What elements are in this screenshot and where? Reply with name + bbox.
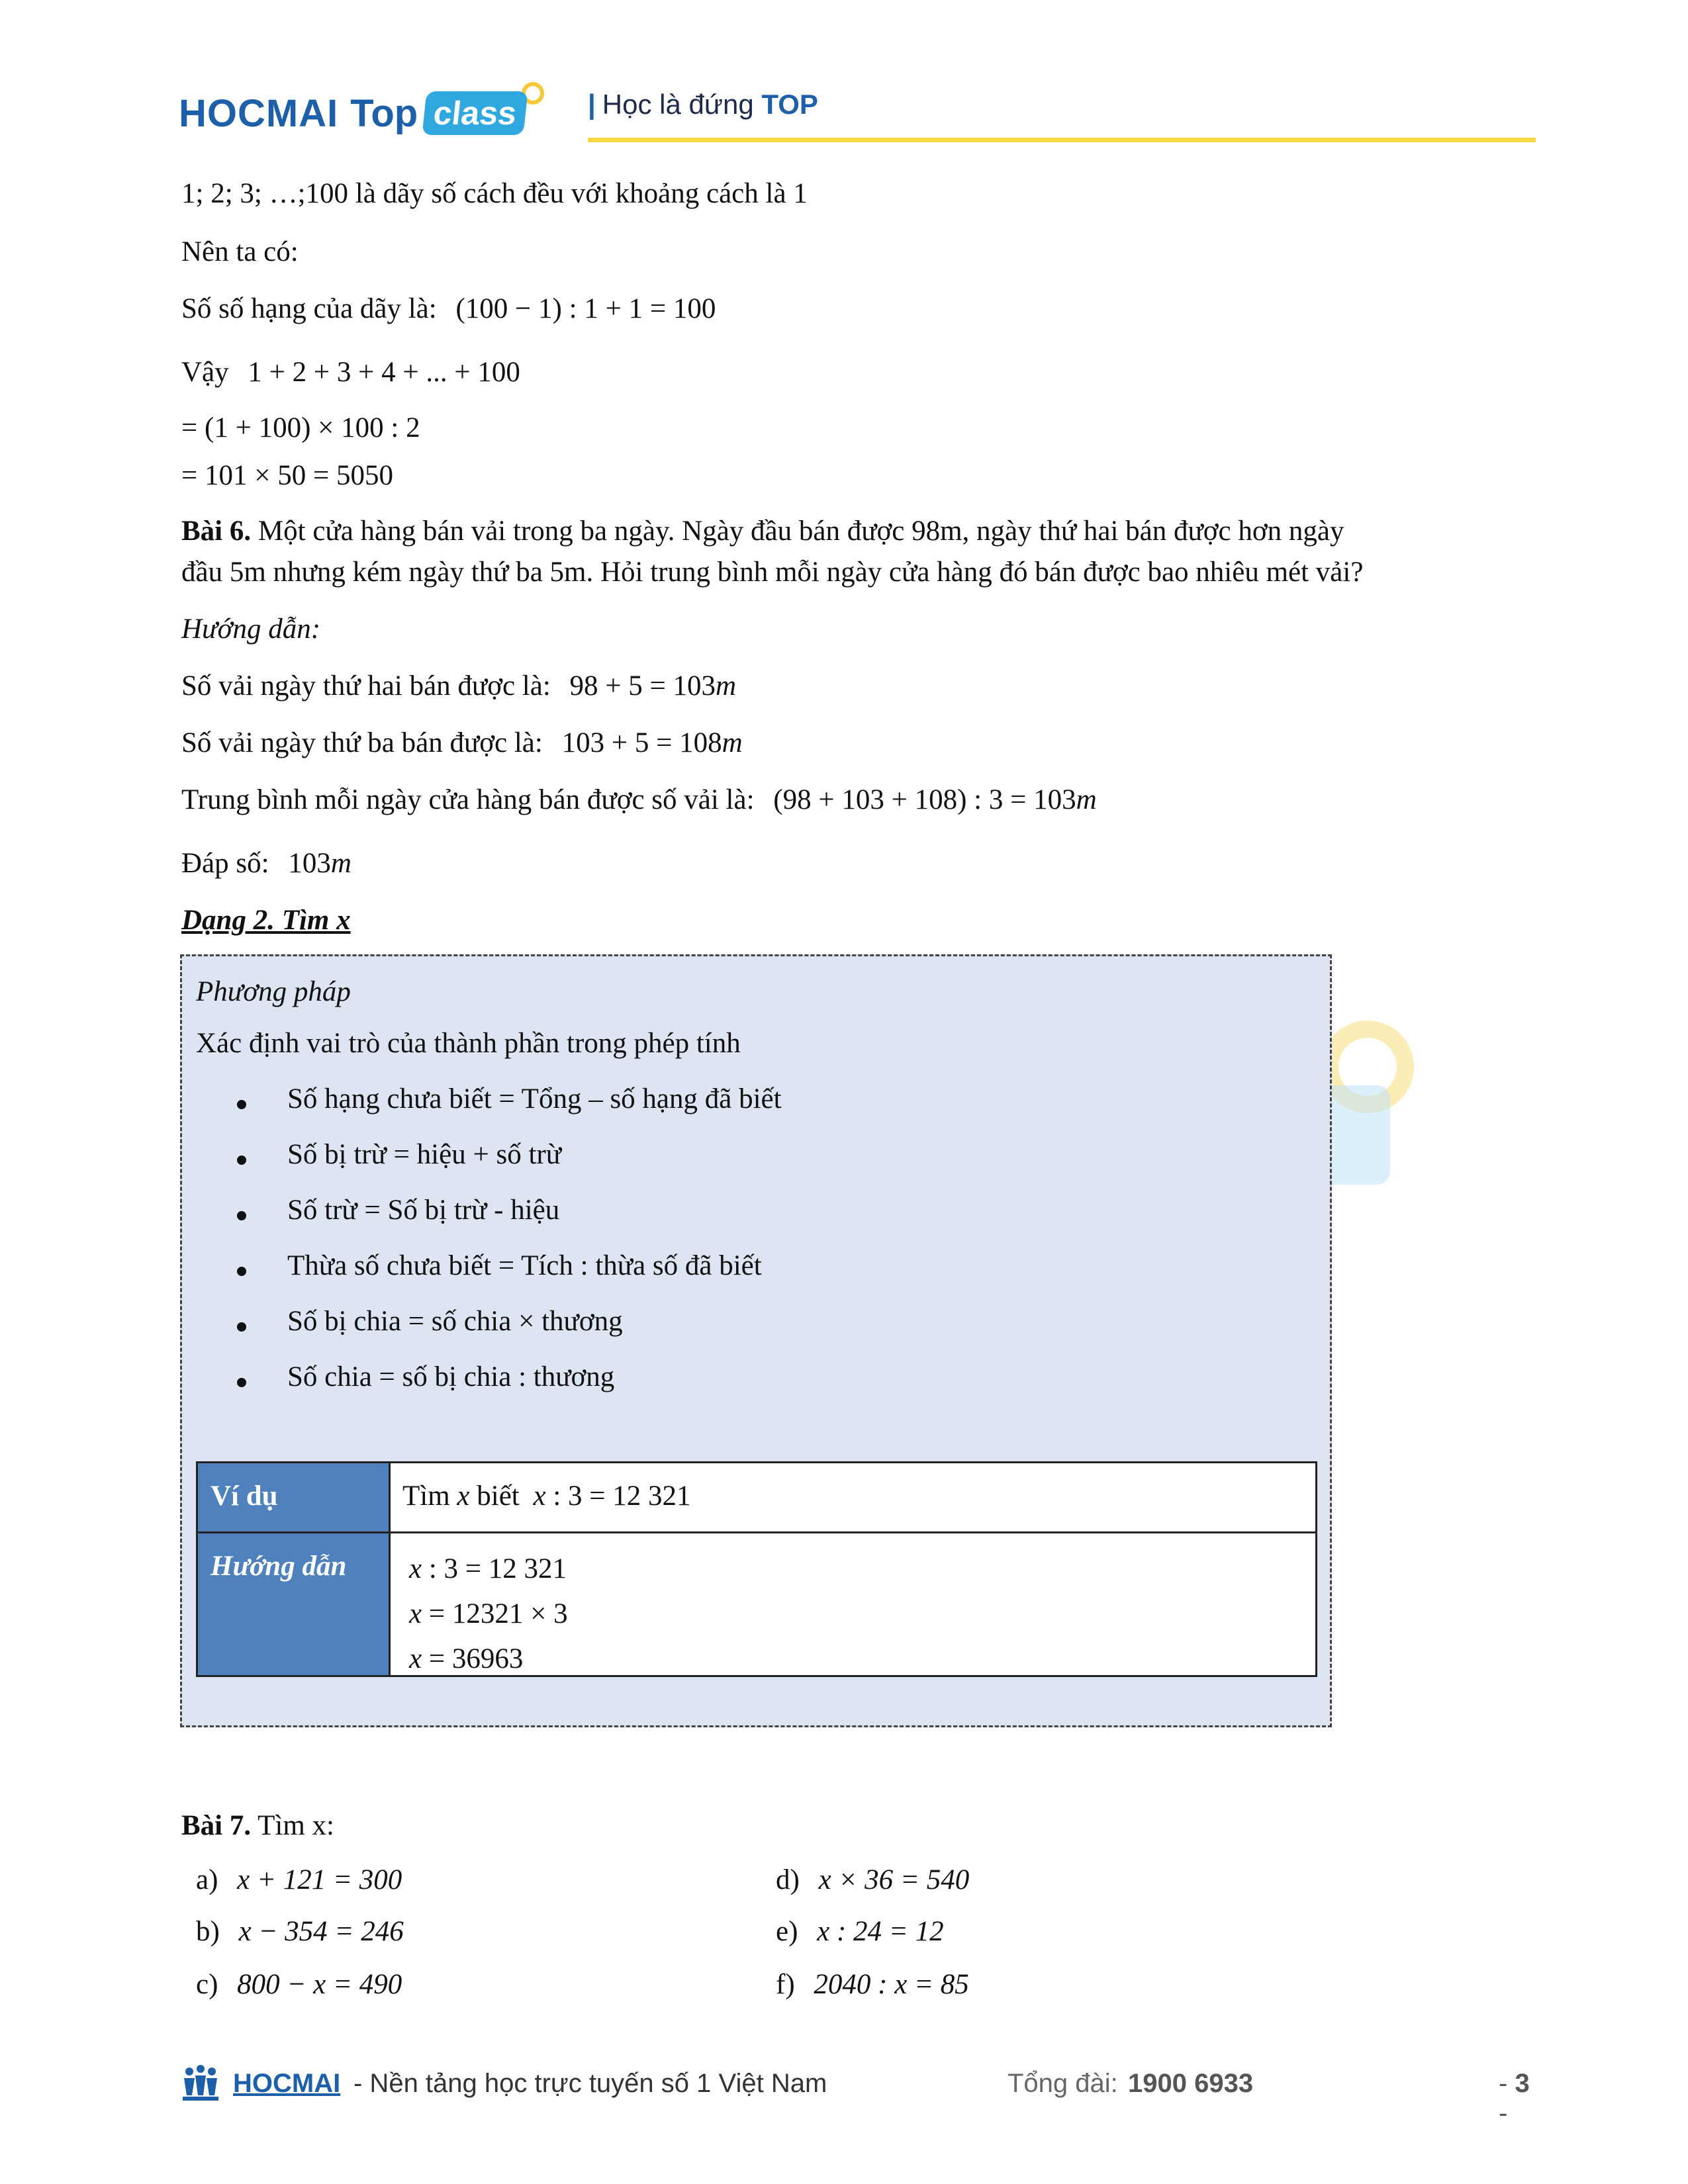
method-intro: Xác định vai trò của thành phần trong phép tính: [196, 1028, 741, 1059]
method-rule-4: Thừa số chưa biết = Tích : thừa số đã biết: [287, 1250, 762, 1281]
page-footer: [180, 2065, 1544, 2128]
example-var-2: x: [533, 1480, 546, 1512]
guide-step-1: [409, 1553, 567, 1585]
bai7-item-d-id: d): [776, 1864, 800, 1895]
header-rule: [588, 138, 1536, 142]
bai7-item-b: [196, 1915, 404, 1948]
bai6-line-1: [181, 515, 1344, 547]
sequence-line: 1; 2; 3; …;100 là dãy số cách đều với khoảng cách là 1: [181, 178, 808, 209]
footer-description: - Nền tảng học trực tuyến số 1 Việt Nam: [353, 2069, 827, 2098]
footer-hotline-number: 1900 6933: [1128, 2069, 1254, 2098]
bai7-item-d-expr: x × 36 = 540: [818, 1864, 970, 1895]
bai7-heading: [181, 1809, 334, 1842]
page-prefix: -: [1499, 2069, 1508, 2098]
guide-eq-1: : 3 = 12 321: [422, 1553, 567, 1584]
tagline: [588, 89, 818, 120]
section-heading-dang2: Dạng 2. Tìm x: [181, 905, 351, 936]
bai6-text-1: Một cửa hàng bán vải trong ba ngày. Ngày đầu bán được 98m, ngày thứ hai bán được hơn ngày: [251, 516, 1344, 547]
bai7-item-a-id: a): [196, 1864, 218, 1895]
logo-brand: HOCMAI: [179, 91, 339, 135]
guide-var-3: x: [409, 1643, 422, 1674]
step-day3-math: 103 + 5 = 108: [561, 727, 722, 758]
answer-label: Đáp số:: [181, 848, 269, 879]
method-rule-3: Số trừ = Số bị trừ - hiệu: [287, 1195, 560, 1226]
step-day2-text: Số vải ngày thứ hai bán được là:: [181, 670, 551, 702]
bai7-item-a: [196, 1864, 402, 1896]
step-day2-unit: m: [716, 670, 737, 702]
example-label: Ví dụ: [211, 1480, 278, 1512]
bai7-item-e-id: e): [776, 1916, 798, 1947]
bullet-icon: [237, 1156, 246, 1165]
bai6-line-2: đầu 5m nhưng kém ngày thứ ba 5m. Hỏi trung bình mỗi ngày cửa hàng đó bán được bao nhiêu mét vải?: [181, 557, 1364, 588]
step-day3-text: Số vải ngày thứ ba bán được là:: [181, 727, 543, 758]
example-equation: : 3 = 12 321: [545, 1480, 691, 1512]
bullet-icon: [237, 1322, 246, 1332]
guide-step-3: [409, 1643, 523, 1675]
tagline-separator: |: [588, 89, 596, 120]
bai7-item-b-id: b): [196, 1916, 220, 1947]
step-average-unit: m: [1076, 784, 1097, 815]
sum-line: [181, 356, 520, 388]
term-count-line: [181, 293, 716, 325]
page-number: [1499, 2069, 1544, 2128]
bai7-item-a-expr: x + 121 = 300: [237, 1864, 402, 1895]
bai7-item-c: [196, 1968, 402, 2001]
bullet-icon: [237, 1100, 246, 1109]
guide-eq-3: = 36963: [422, 1643, 524, 1674]
so-line: Nên ta có:: [181, 236, 299, 267]
example-problem: [402, 1480, 691, 1512]
guide-label: Hướng dẫn: [211, 1551, 347, 1582]
step-average: [181, 784, 1097, 816]
page-suffix: -: [1499, 2099, 1508, 2128]
answer-value: 103: [288, 848, 331, 879]
example-text-2: biết: [469, 1480, 527, 1512]
bai7-item-c-id: c): [196, 1969, 218, 2000]
sum-step-2: = 101 × 50 = 5050: [181, 460, 394, 491]
sum-step-1: = (1 + 100) × 100 : 2: [181, 412, 420, 443]
bai7-item-f-id: f): [776, 1969, 795, 2000]
method-rule-6: Số chia = số bị chia : thương: [287, 1361, 615, 1392]
bai7-item-b-expr: x − 354 = 246: [238, 1916, 404, 1947]
table-divider-vertical: [389, 1463, 391, 1675]
bullet-icon: [237, 1378, 246, 1387]
bai6-label: Bài 6.: [181, 516, 252, 547]
guide-var-1: x: [409, 1553, 422, 1584]
bai7-item-f-expr: 2040 : x = 85: [814, 1969, 969, 2000]
bai7-label: Bài 7.: [181, 1810, 252, 1841]
footer-hotline-label: Tổng đài:: [1008, 2069, 1118, 2098]
bullet-icon: [237, 1267, 246, 1276]
sum-math: 1 + 2 + 3 + 4 + ... + 100: [248, 357, 520, 388]
tagline-top: TOP: [761, 89, 818, 120]
step-average-math: (98 + 103 + 108) : 3 = 103: [773, 784, 1076, 815]
method-title: Phương pháp: [196, 976, 351, 1007]
sum-label: Vậy: [181, 357, 229, 388]
footer-brand-link[interactable]: HOCMAI: [233, 2069, 341, 2098]
bullet-icon: [237, 1211, 246, 1220]
term-count-math: (100 − 1) : 1 + 1 = 100: [455, 293, 716, 324]
step-day2: [181, 670, 736, 702]
guide-step-2: [409, 1598, 568, 1630]
bai7-item-c-expr: 800 − x = 490: [237, 1969, 402, 2000]
method-rule-1: Số hạng chưa biết = Tổng – số hạng đã biết: [287, 1083, 782, 1115]
table-divider-horizontal: [198, 1531, 1315, 1533]
hocmai-topclass-logo: [179, 83, 544, 143]
method-rule-2: Số bị trừ = hiệu + số trừ: [287, 1139, 562, 1170]
bai7-item-d: [776, 1864, 969, 1896]
tagline-text: Học là đứng: [602, 89, 762, 120]
page-value: 3: [1515, 2069, 1530, 2098]
method-rule-5: Số bị chia = số chia × thương: [287, 1306, 623, 1337]
bai7-item-f: [776, 1968, 969, 2001]
bai7-item-e-expr: x : 24 = 12: [817, 1916, 944, 1947]
bai7-text: Tìm x:: [251, 1810, 334, 1841]
guide-eq-2: = 12321 × 3: [422, 1598, 568, 1629]
huong-dan-heading: Hướng dẫn:: [181, 614, 321, 645]
step-day3: [181, 727, 743, 759]
step-average-text: Trung bình mỗi ngày cửa hàng bán được số vải là:: [181, 784, 755, 815]
guide-var-2: x: [409, 1598, 422, 1629]
step-day3-unit: m: [722, 727, 743, 758]
bai7-item-e: [776, 1915, 944, 1948]
answer-line: [181, 847, 352, 880]
step-day2-math: 98 + 5 = 103: [569, 670, 716, 702]
example-var: x: [457, 1480, 470, 1512]
term-count-text: Số số hạng của dãy là:: [181, 293, 437, 324]
logo-top: Top: [350, 91, 418, 135]
example-text-1: Tìm: [402, 1480, 457, 1512]
hocmai-people-icon: [180, 2065, 221, 2102]
logo-class: class: [422, 91, 528, 135]
answer-unit: m: [330, 848, 352, 879]
